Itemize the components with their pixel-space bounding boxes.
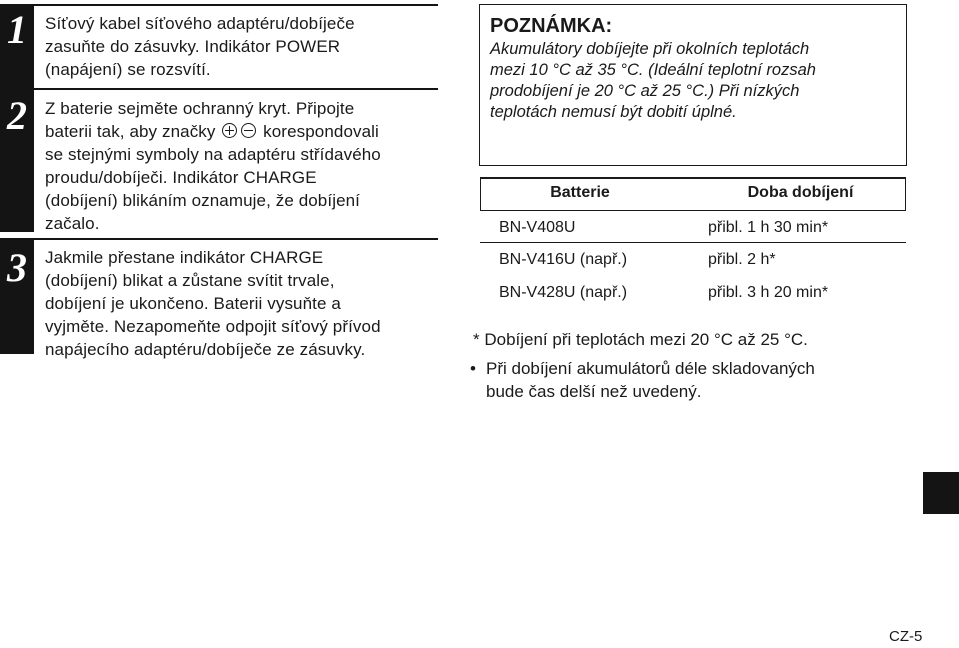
step-1-text bbox=[45, 12, 440, 81]
step-3-text bbox=[45, 246, 440, 361]
bullet-icon: • bbox=[470, 359, 476, 378]
page-number: CZ-5 bbox=[889, 628, 923, 645]
step-2-line: Z baterie sejměte ochranný kryt. Připojte bbox=[45, 99, 355, 118]
step-1-line: zasuňte do zásuvky. Indikátor POWER bbox=[45, 37, 341, 56]
step-2-line bbox=[45, 120, 440, 143]
note-box bbox=[479, 4, 907, 166]
step-3-line: napájecího adaptéru/dobíječe ze zásuvky. bbox=[45, 340, 366, 359]
minus-circle-icon bbox=[241, 123, 256, 138]
note-line: prodobíjení je 20 °C až 25 °C.) Při nízkých bbox=[490, 82, 800, 100]
step-3-line: dobíjení je ukončeno. Baterii vysuňte a bbox=[45, 294, 341, 313]
note-line: Akumulátory dobíjejte při okolních teplotách bbox=[490, 40, 810, 58]
storage-note-line bbox=[470, 357, 815, 380]
step-1-line: (napájení) se rozsvítí. bbox=[45, 60, 211, 79]
step-1-number: 1 bbox=[7, 7, 27, 52]
storage-note bbox=[470, 357, 815, 403]
step-2-text bbox=[45, 97, 440, 235]
step-2-line: proudu/dobíječi. Indikátor CHARGE bbox=[45, 168, 317, 187]
step-3-line: vyjměte. Nezapomeňte odpojit síťový přívod bbox=[45, 317, 381, 336]
note-title: POZNÁMKA: bbox=[490, 15, 613, 37]
table-header-battery: Batterie bbox=[550, 184, 610, 201]
table-footnote: * Dobíjení při teplotách mezi 20 °C až 25 °C. bbox=[473, 330, 808, 349]
step-3-line: Jakmile přestane indikátor CHARGE bbox=[45, 248, 324, 267]
table-header-charging-time: Doba dobíjení bbox=[747, 184, 854, 201]
step-2-line: začalo. bbox=[45, 214, 100, 233]
step-2-line-part: baterii tak, aby značky bbox=[45, 122, 216, 141]
storage-note-text: Při dobíjení akumulátorů déle skladovaných bbox=[486, 359, 815, 378]
table-cell-time: přibl. 2 h* bbox=[708, 251, 776, 268]
step-1-line: Síťový kabel síťového adaptéru/dobíječe bbox=[45, 14, 355, 33]
step-3-line: (dobíjení) blikat a zůstane svítit trvale, bbox=[45, 271, 335, 290]
plus-circle-icon bbox=[222, 123, 237, 138]
step-3-number: 3 bbox=[7, 245, 27, 290]
table-cell-time: přibl. 1 h 30 min* bbox=[708, 219, 829, 236]
table-cell-battery: BN-V408U bbox=[499, 219, 576, 236]
step-2-line-part: korespondovali bbox=[263, 122, 379, 141]
step-3-rule bbox=[0, 238, 438, 240]
table-cell-battery: BN-V416U (např.) bbox=[499, 251, 628, 268]
storage-note-line: bude čas delší než uvedený. bbox=[486, 382, 702, 401]
step-2-line: se stejnými symboly na adaptéru střídavého bbox=[45, 145, 381, 164]
table-cell-battery: BN-V428U (např.) bbox=[499, 284, 628, 301]
table-header-rule bbox=[480, 210, 906, 211]
section-tab-marker bbox=[923, 472, 959, 514]
step-2-line: (dobíjení) blikáním oznamuje, že dobíjení bbox=[45, 191, 360, 210]
table-top-rule bbox=[480, 177, 906, 179]
note-line: mezi 10 °C až 35 °C. (Ideální teplotní rozsah bbox=[490, 61, 816, 79]
note-line: teplotách nemusí být dobití úplné. bbox=[490, 103, 737, 121]
table-row-rule bbox=[480, 242, 906, 243]
step-2-rule bbox=[0, 88, 438, 90]
table-cell-time: přibl. 3 h 20 min* bbox=[708, 284, 829, 301]
step-2-number: 2 bbox=[7, 93, 27, 138]
step-1-rule bbox=[0, 4, 438, 6]
